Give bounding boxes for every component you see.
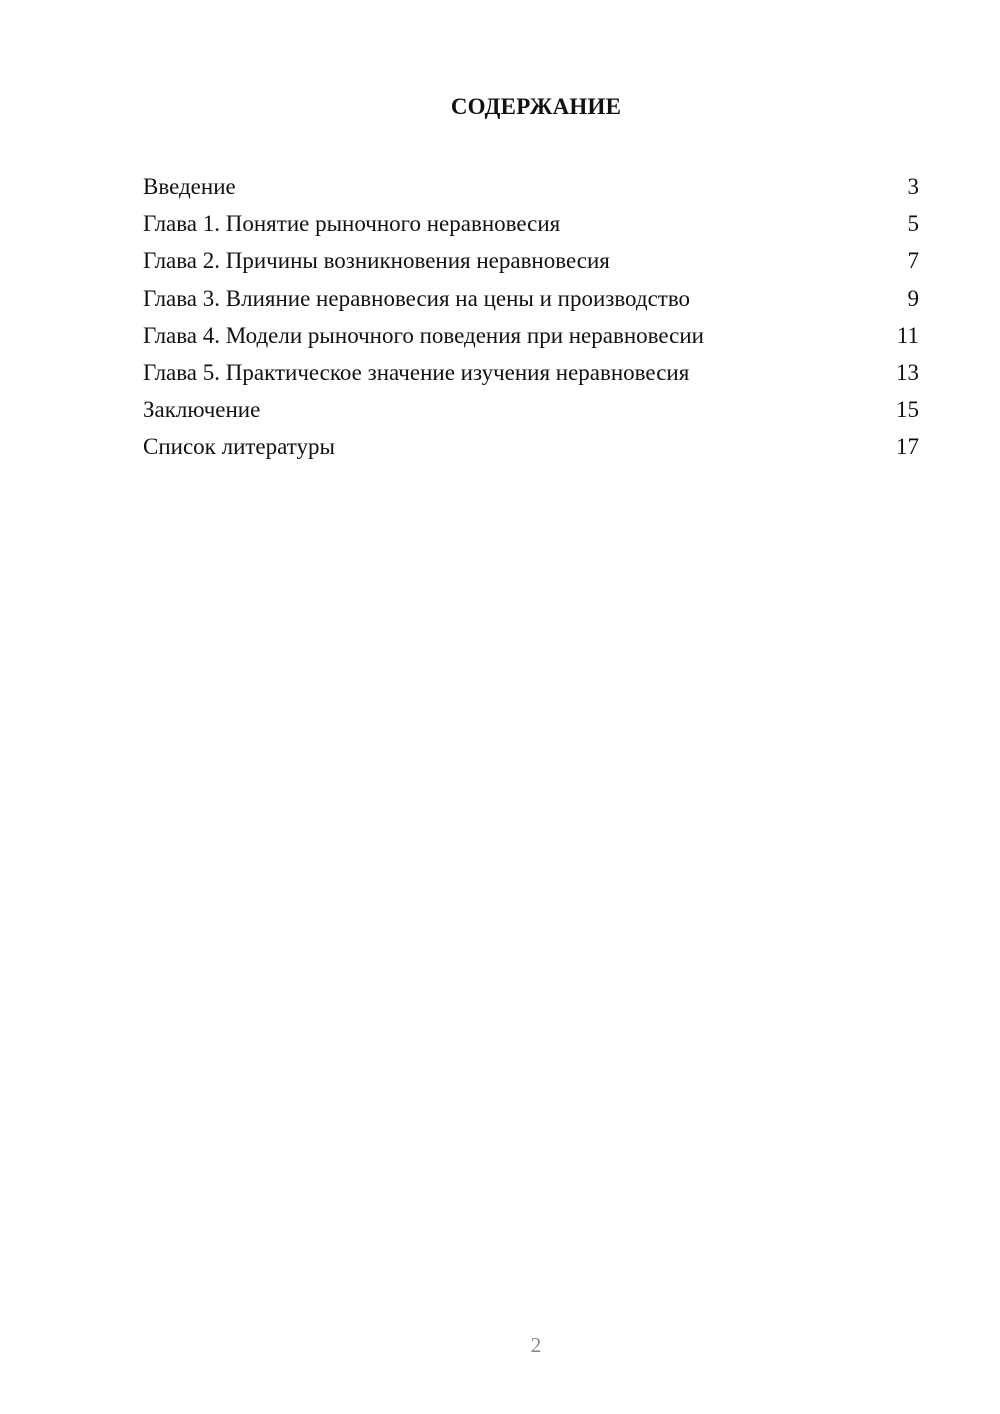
toc-entry-chapter-4 <box>143 317 919 354</box>
toc-entry-conclusion <box>143 391 919 428</box>
toc-entry-chapter-2 <box>143 242 919 279</box>
toc-entry-title: Глава 3. Влияние неравновесия на цены и производство <box>143 285 691 311</box>
toc-entry-title: Глава 4. Модели рыночного поведения при неравновесии <box>143 322 704 348</box>
toc-entry-page: 13 <box>896 359 919 385</box>
toc-list <box>143 168 919 466</box>
toc-heading: СОДЕРЖАНИЕ <box>450 94 622 119</box>
toc-entry-page: 17 <box>896 434 919 460</box>
toc-entry-title: Список литературы <box>143 434 335 460</box>
toc-entry-page: 7 <box>907 248 919 274</box>
toc-entry-page: 5 <box>907 211 919 237</box>
toc-entry-title: Заключение <box>143 397 261 423</box>
toc-entry-references <box>143 428 919 465</box>
toc-entry-title: Глава 5. Практическое значение изучения неравновесия <box>143 359 690 385</box>
toc-entry-chapter-3 <box>143 280 919 317</box>
toc-entry-chapter-1 <box>143 205 919 242</box>
toc-entry-page: 15 <box>896 397 919 423</box>
page-number: 2 <box>530 1333 542 1357</box>
toc-entry-introduction <box>143 168 919 205</box>
toc-entry-title: Глава 2. Причины возникновения неравновесия <box>143 248 610 274</box>
toc-entry-page: 11 <box>896 322 919 348</box>
toc-entry-page: 9 <box>907 285 919 311</box>
toc-entry-title: Глава 1. Понятие рыночного неравновесия <box>143 211 561 237</box>
toc-entry-page: 3 <box>907 174 919 199</box>
toc-entry-title: Введение <box>143 174 236 199</box>
toc-entry-chapter-5 <box>143 354 919 391</box>
